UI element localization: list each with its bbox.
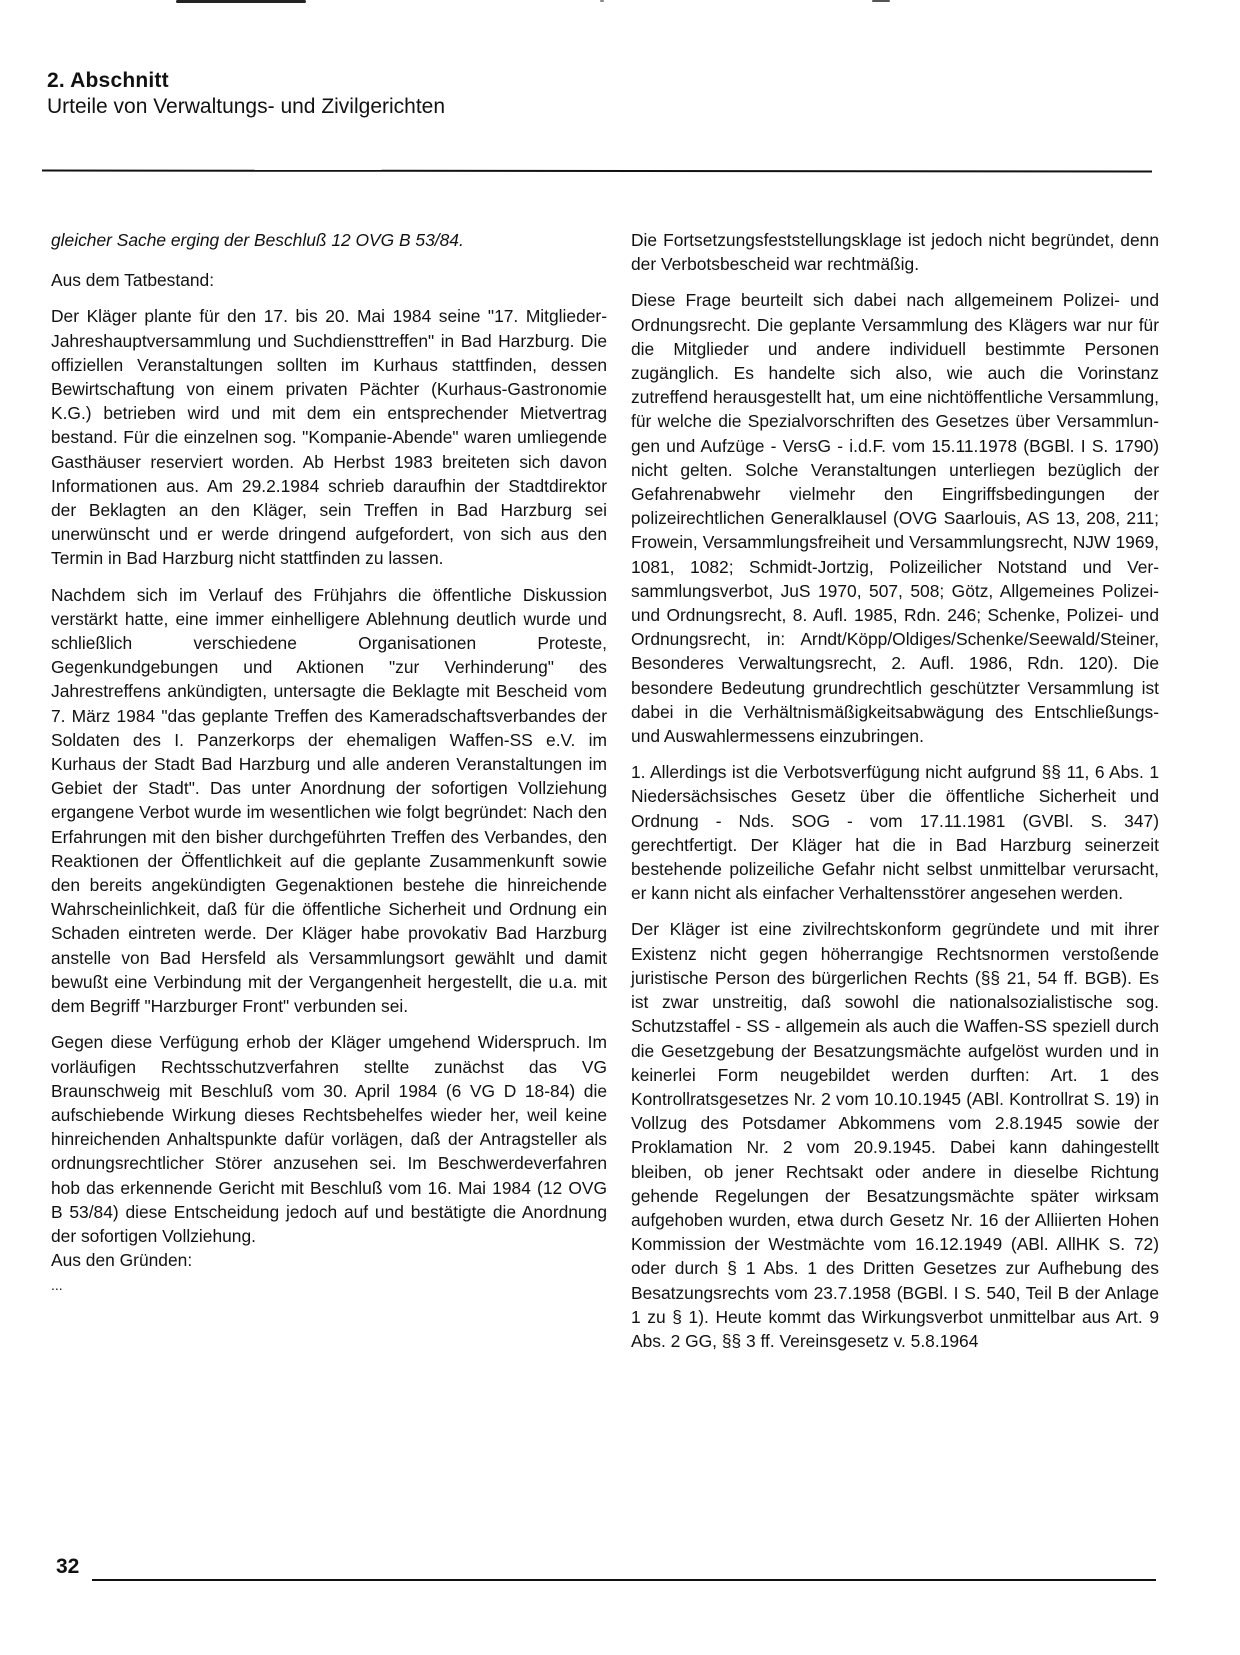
paragraph: Nachdem sich im Verlauf des Frühjahrs die öffentliche Diskussion verstärkt hatte, eine immer einhelligere Ablehnung deutlich wurde und schließlich verschiedene Organisationen Proteste, Gegenkundgebungen und Aktionen "zur Verhinderung" des Jahrestreffens ankündigten, untersagte die Beklagte mit Bescheid vom 7. März 1984 "das geplante Treffen des Kameradschaftsverbandes der Soldaten des I. Panzerkorps der ehemaligen Waffen-SS e.V. im Kurhaus der Stadt Bad Harzburg und alle anderen Veranstaltungen im Gebiet der Stadt". Das unter Anordnung der sofortigen Vollziehung ergangene Verbot wurde im wesentlichen wie folgt begründet: Nach den Erfahrungen mit den bisher durchgeführten Treffen des Verbandes, den Reaktionen der Öffentlichkeit auf die geplante Zusammenkunft sowie den bereits angekündigten Gegenaktionen bestehe die hinreichende Wahrscheinlichkeit, daß für die öffentliche Sicherheit und Ordnung ein Schaden eintreten werde. Der Kläger habe provokativ Bad Harzburg anstelle von Bad Hersfeld als Versammlungsort gewählt und damit bewußt eine Verbindung mit der Vergangenheit hergestellt, die u.a. mit dem Begriff "Harzburger Front" verbunden sei. [51, 584, 607, 1017]
paragraph: Gegen diese Verfügung erhob der Kläger umgehend Widerspruch. Im vorläufigen Rechtsschutzverfahren stellte zunächst das VG Braunschweig mit Beschluß vom 30. April 1984 (6 VG D 18-84) die aufschiebende Wirkung dieses Rechtsbehelfes wieder her, weil keine hinreichenden Anhaltspunkte dafür vorlägen, daß der Antragsteller als ordnungsrechtlicher Störer anzusehen sei. Im Beschwerdeverfahren hob das erkennende Gericht mit Beschluß vom 16. Mai 1984 (12 OVG B 53/84) diese Entscheidung jedoch auf und bestätigte die Anordnung der sofortigen Vollziehung. [51, 1032, 607, 1246]
left-column [51, 228, 607, 1296]
page-number: 32 [56, 1555, 80, 1578]
paragraph: Die Fortsetzungsfeststellungsklage ist jedoch nicht begründet, denn der Verbotsbescheid war rechtmäßig. [631, 230, 1159, 275]
intro-paragraph: gleicher Sache erging der Beschluß 12 OVG B 53/84. [51, 230, 464, 250]
scan-artifact [872, 0, 890, 2]
omission-ellipsis: ... [51, 1277, 63, 1294]
header-rule [42, 170, 1152, 173]
paragraph: Diese Frage beurteilt sich dabei nach allgemeinem Polizei- und Ordnungsrecht. Die geplante Versammlung des Klägers war nur für die Mitglieder und andere individuell bestimmte Personen zugänglich. Es handelte sich also, wie auch die Vorinstanz zutreffend herausgestellt hat, um eine nichtöffentliche Versammlung, für welche die Spezialvorschriften des Gesetzes über Versammlungen und Aufzüge - VersG - i.d.F. vom 15.11.1978 (BGBl. I S. 1790) nicht gelten. Solche Veranstaltungen unterliegen bezüglich der Gefahrenabwehr vielmehr den Eingriffsbedingungen der polizeirechtlichen Generalklausel (OVG Saarlouis, AS 13, 208, 211; Frowein, Versammlungsfreiheit und Versammlungsrecht, NJW 1969, 1081, 1082; Schmidt-Jortzig, Polizeilicher Notstand und Versammlungsverbot, JuS 1970, 507, 508; Götz, Allgemeines Polizei- und Ordnungsrecht, 8. Aufl. 1985, Rdn. 246; Schenke, Polizei- und Ordnungsrecht, in: Arndt/Köpp/Oldiges/Schenke/Seewald/Steiner, Besonderes Verwaltungsrecht, 2. Aufl. 1986, Rdn. 120). Die besondere Bedeutung grundrechtlich geschützter Versammlung ist dabei in die Verhältnismäßigkeitsabwägung des Entschließungs- und Auswahlermessens einzubringen. [631, 290, 1159, 747]
heading-gruende: Aus den Gründen: [51, 1250, 193, 1271]
section-title: Urteile von Verwaltungs- und Zivilgerichten [47, 95, 446, 118]
heading-tatbestand: Aus dem Tatbestand: [51, 270, 215, 291]
section-number: 2. Abschnitt [47, 69, 169, 92]
page-footer [56, 1555, 1156, 1585]
scan-artifact [600, 0, 604, 2]
paragraph: 1. Allerdings ist die Verbotsverfügung nicht aufgrund §§ 11, 6 Abs. 1 Niedersächsisches Gesetz über die öffentliche Sicherheit und Ordnung - Nds. SOG - vom 17.11.1981 (GVBl. S. 347) gerechtfertigt. Der Kläger hat die in Bad Harzburg seinerzeit bestehende polizeiliche Gefahr nicht selbst unmittelbar verursacht, er kann nicht als einfacher Verhaltensstörer angesehen werden. [631, 762, 1159, 904]
section-header [47, 68, 445, 120]
scan-artifact [176, 0, 306, 3]
right-column [631, 228, 1159, 1365]
paragraph: Der Kläger ist eine zivilrechtskonform gegründete und mit ihrer Existenz nicht gegen höherrangige Rechtsnormen verstoßende juristische Person des bürgerlichen Rechts (§§ 21, 54 ff. BGB). Es ist zwar unstreitig, daß sowohl die nationalsozialistische sog. Schutzstaffel - SS - allgemein als auch die Waffen-SS speziell durch die Gesetzgebung der Besatzungsmächte aufgelöst wurden und in keinerlei Form neugebildet werden durften: Art. 1 des Kontrollratsgesetzes Nr. 2 vom 10.10.1945 (ABl. Kontrollrat S. 19) in Vollzug des Potsdamer Abkommens vom 2.8.1945 sowie der Proklamation Nr. 2 vom 20.9.1945. Dabei kann dahingestellt bleiben, ob jener Rechtsakt oder andere in dieselbe Richtung gehende Regelungen der Besatzungsmächte später wirksam aufgehoben wurden, etwa durch Gesetz Nr. 16 der Alliierten Hohen Kommission der Westmächte vom 16.12.1949 (ABl. AllHK S. 72) oder durch § 1 Abs. 1 des Dritten Gesetzes zur Aufhebung des Besatzungsrechts vom 23.7.1958 (BGBl. I S. 540, Teil B der Anlage 1 zu § 1). Heute kommt das Wirkungsverbot unmittelbar aus Art. 9 Abs. 2 GG, §§ 3 ff. Vereinsgesetz v. 5.8.1964 [631, 919, 1159, 1351]
paragraph: Der Kläger plante für den 17. bis 20. Mai 1984 seine "17. Mitglieder-Jahreshauptversammlung und Suchdiensttreffen" in Bad Harzburg. Die offiziellen Veranstaltungen sollten im Kurhaus stattfinden, dessen Bewirtschaftung von einem privaten Pächter (Kurhaus-Gastronomie K.G.) betrieben wird und mit dem ein entsprechender Mietvertrag bestand. Für die einzelnen sog. "Kompanie-Abende" waren umliegende Gasthäuser reserviert worden. Ab Herbst 1983 breiteten sich davon Informationen aus. Am 29.2.1984 schrieb daraufhin der Stadtdirektor der Beklagten an den Kläger, sein Treffen in Bad Harzburg sei unerwünscht und er werde dringend aufgefordert, von sich aus den Termin in Bad Harzburg nicht stattfinden zu lassen. [51, 306, 607, 569]
footer-rule [92, 1579, 1156, 1581]
